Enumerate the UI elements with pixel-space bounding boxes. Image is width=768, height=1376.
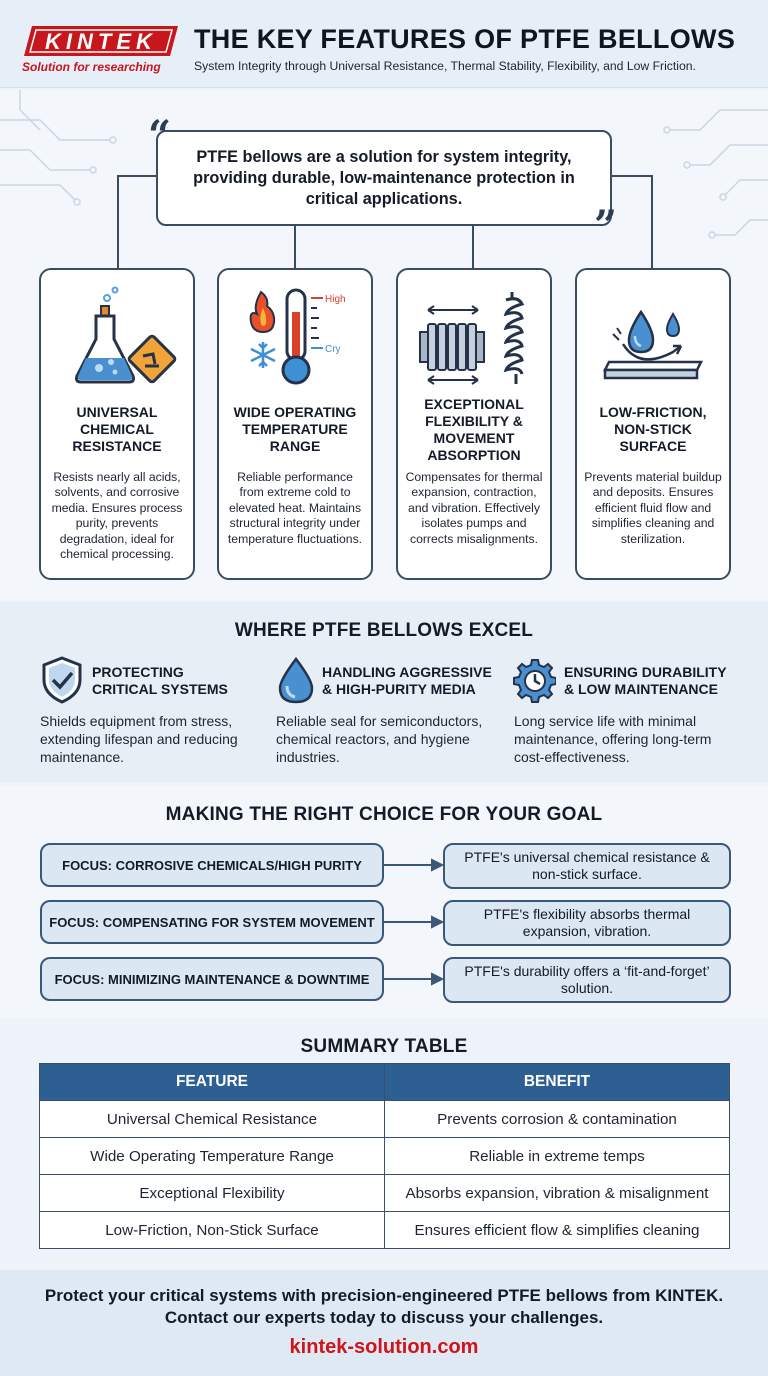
feature-title: LOW-FRICTION, NON-STICK SURFACE (599, 404, 707, 454)
excel-description: Reliable seal for semiconductors, chemical reactors, and hygiene industries. (276, 713, 483, 765)
feature-card-nonstick (575, 268, 731, 580)
result-box: PTFE's universal chemical resistance & non-stick surface. (443, 843, 731, 889)
page-title: THE KEY FEATURES OF PTFE BELLOWS (194, 24, 736, 54)
feature-description: Prevents material buildup and deposits. Ensures efficient fluid flow and simplifies cleaning and sterilization. (584, 470, 722, 546)
excel-title: ENSURING DURABILITY & LOW MAINTENANCE (564, 664, 727, 697)
feature-description: Resists nearly all acids, solvents, and corrosive media. Ensures process purity, prevents degradation, ideal for chemical processing. (51, 470, 183, 562)
column-header-feature: FEATURE (40, 1064, 385, 1101)
table-row (40, 1175, 730, 1212)
focus-box: FOCUS: CORROSIVE CHEMICALS/HIGH PURITY (40, 843, 384, 887)
page-subtitle: System Integrity through Universal Resistance, Thermal Stability, Flexibility, and Low Friction. (194, 59, 696, 73)
column-header-benefit: BENEFIT (385, 1064, 730, 1101)
table-cell: Absorbs expansion, vibration & misalignment (385, 1175, 730, 1212)
thermometer-icon (219, 284, 371, 394)
feature-card-flexibility (396, 268, 552, 580)
table-row (40, 1212, 730, 1249)
excel-title: HANDLING AGGRESSIVE & HIGH-PURITY MEDIA (322, 664, 492, 697)
summary-heading: SUMMARY TABLE (300, 1036, 468, 1057)
result-box: PTFE's durability offers a ‘fit-and-forget’ solution. (443, 957, 731, 1003)
excel-heading: WHERE PTFE BELLOWS EXCEL (234, 620, 534, 641)
focus-box: FOCUS: MINIMIZING MAINTENANCE & DOWNTIME (40, 957, 384, 1001)
feature-card-temperature (217, 268, 373, 580)
snowflake-icon (251, 342, 275, 368)
chemical-flask-icon (41, 284, 193, 394)
excel-description: Long service life with minimal maintenance, offering long-term cost-effectiveness. (514, 713, 712, 765)
feature-title: EXCEPTIONAL FLEXIBILITY & MOVEMENT ABSORPTION (424, 396, 524, 463)
table-header-row (40, 1064, 730, 1101)
table-cell: Universal Chemical Resistance (40, 1101, 385, 1138)
feature-title: UNIVERSAL CHEMICAL RESISTANCE (72, 404, 162, 454)
bellows-spring-icon (398, 284, 550, 394)
quote-box (156, 130, 612, 226)
cry-label: Cry (325, 344, 341, 355)
excel-title: PROTECTING CRITICAL SYSTEMS (92, 664, 228, 697)
summary-table (39, 1063, 730, 1249)
excel-description: Shields equipment from stress, extending lifespan and reducing maintenance. (40, 713, 238, 765)
table-cell: Ensures efficient flow & simplifies cleaning (385, 1212, 730, 1249)
result-box: PTFE's flexibility absorbs thermal expansion, vibration. (443, 900, 731, 946)
table-cell: Low-Friction, Non-Stick Surface (40, 1212, 385, 1249)
choice-heading: MAKING THE RIGHT CHOICE FOR YOUR GOAL (165, 804, 603, 825)
table-cell: Exceptional Flexibility (40, 1175, 385, 1212)
table-row (40, 1138, 730, 1175)
footer-cta-text: Protect your critical systems with precision-engineered PTFE bellows from KINTEK. Contact our experts today to discuss your challenges. (44, 1286, 724, 1327)
logo-tagline: Solution for researching (22, 60, 161, 74)
water-drop-icon (274, 656, 318, 704)
website-link[interactable]: kintek-solution.com (289, 1336, 479, 1358)
water-drop-surface-icon (577, 284, 729, 394)
focus-box: FOCUS: COMPENSATING FOR SYSTEM MOVEMENT (40, 900, 384, 944)
quote-text: PTFE bellows are a solution for system integrity, providing durable, low-maintenance protection in critical applications. (193, 147, 575, 208)
table-cell: Prevents corrosion & contamination (385, 1101, 730, 1138)
high-label: High (325, 294, 346, 305)
table-row (40, 1101, 730, 1138)
table-cell: Reliable in extreme temps (385, 1138, 730, 1175)
close-quote-icon: ” (594, 202, 618, 249)
logo-wordmark: KINTEK (45, 29, 157, 54)
feature-title: WIDE OPERATING TEMPERATURE RANGE (233, 404, 357, 454)
feature-description: Compensates for thermal expansion, contraction, and vibration. Effectively isolates pumps and corrects misalignments. (405, 470, 543, 546)
feature-card-chemical (39, 268, 195, 580)
feature-description: Reliable performance from extreme cold to elevated heat. Maintains structural integrity under temperature fluctuations. (227, 470, 363, 546)
open-quote-icon: “ (148, 112, 172, 159)
gear-clock-icon (512, 656, 556, 704)
table-cell: Wide Operating Temperature Range (40, 1138, 385, 1175)
shield-check-icon (40, 656, 84, 704)
